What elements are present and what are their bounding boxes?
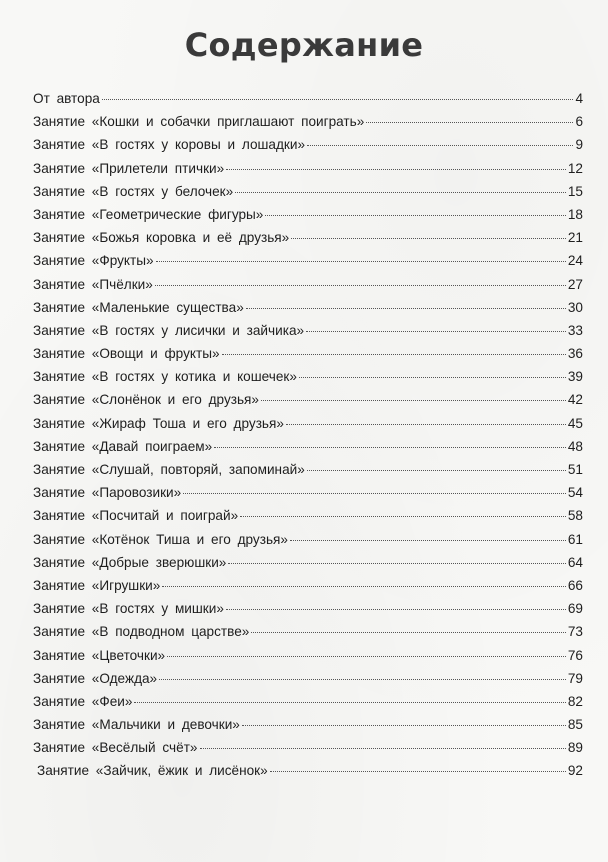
toc-entry[interactable] bbox=[33, 319, 583, 342]
dot-leader bbox=[291, 238, 566, 239]
dot-leader bbox=[270, 771, 566, 772]
toc-entry-page-number: 36 bbox=[567, 346, 583, 362]
toc-entry-page-number: 64 bbox=[567, 554, 583, 570]
dot-leader bbox=[286, 424, 566, 425]
toc-entry-page-number: 12 bbox=[567, 160, 583, 176]
toc-entry[interactable] bbox=[33, 412, 583, 435]
toc-entry-title: Занятие «Весёлый счёт» bbox=[33, 740, 198, 756]
dot-leader bbox=[366, 122, 573, 123]
dot-leader bbox=[246, 308, 566, 309]
toc-entry[interactable] bbox=[33, 458, 583, 481]
toc-entry-title: Занятие «Пчёлки» bbox=[33, 276, 153, 292]
toc-entry-page-number: 58 bbox=[567, 508, 583, 524]
toc-entry[interactable] bbox=[33, 736, 583, 759]
toc-entry-page-number: 48 bbox=[567, 438, 583, 454]
toc-entry-page-number: 89 bbox=[567, 740, 583, 756]
toc-entry-page-number: 85 bbox=[567, 717, 583, 733]
dot-leader bbox=[156, 261, 566, 262]
toc-entry-title: Занятие «В гостях у лисички и зайчика» bbox=[33, 322, 305, 338]
dot-leader bbox=[159, 679, 566, 680]
toc-entry[interactable] bbox=[33, 574, 583, 597]
toc-entry-title: Занятие «Фрукты» bbox=[33, 253, 154, 269]
toc-entry-title: Занятие «В подводном царстве» bbox=[33, 624, 250, 640]
toc-entry[interactable] bbox=[33, 226, 583, 249]
dot-leader bbox=[307, 145, 573, 146]
toc-entry[interactable] bbox=[33, 481, 583, 504]
toc-entry-title: Занятие «В гостях у коровы и лошадки» bbox=[33, 137, 306, 153]
toc-entry[interactable] bbox=[33, 388, 583, 411]
dot-leader bbox=[134, 702, 565, 703]
dot-leader bbox=[162, 586, 566, 587]
toc-entry-title: Занятие «Слушай, повторяй, запоминай» bbox=[33, 462, 305, 477]
toc-entry[interactable] bbox=[33, 365, 583, 388]
toc-entry-page-number: 42 bbox=[567, 392, 583, 408]
dot-leader bbox=[183, 493, 566, 494]
toc-entry-title: Занятие «Прилетели птички» bbox=[33, 160, 225, 176]
toc-entry[interactable] bbox=[33, 157, 583, 180]
dot-leader bbox=[235, 192, 566, 193]
dot-leader bbox=[306, 331, 566, 332]
toc-entry[interactable] bbox=[33, 713, 583, 736]
toc-entry-page-number: 33 bbox=[567, 322, 583, 338]
dot-leader bbox=[265, 215, 566, 216]
toc-entry[interactable] bbox=[33, 110, 583, 133]
toc-entry-title: Занятие «Геометрические фигуры» bbox=[33, 206, 264, 222]
toc-entry-title: Занятие «Божья коровка и её друзья» bbox=[33, 230, 290, 246]
toc-entry-title: Занятие «В гостях у белочек» bbox=[33, 183, 234, 199]
dot-leader bbox=[226, 169, 566, 170]
dot-leader bbox=[228, 563, 566, 564]
dot-leader bbox=[167, 656, 566, 657]
toc-entry[interactable] bbox=[33, 551, 583, 574]
dot-leader bbox=[102, 99, 574, 100]
dot-leader bbox=[200, 748, 566, 749]
toc-entry-page-number: 24 bbox=[567, 253, 583, 269]
toc-entry-title: Занятие «Паровозики» bbox=[33, 485, 182, 501]
dot-leader bbox=[299, 377, 566, 378]
toc-entry-title: Занятие «Овощи и фрукты» bbox=[33, 346, 220, 362]
toc-entry-title: От автора bbox=[33, 91, 100, 106]
toc-entry-page-number: 79 bbox=[567, 670, 583, 686]
toc-entry-title: Занятие «В гостях у мишки» bbox=[33, 601, 224, 617]
toc-entry-page-number: 61 bbox=[567, 531, 583, 547]
toc-entry-page-number: 82 bbox=[567, 693, 583, 709]
toc-entry-page-number: 73 bbox=[567, 624, 583, 640]
toc-entry[interactable] bbox=[33, 690, 583, 713]
toc-entry-page-number: 66 bbox=[567, 577, 583, 593]
dot-leader bbox=[226, 609, 566, 610]
toc-entry-title: Занятие «Цветочки» bbox=[33, 647, 166, 663]
toc-entry-title: Занятие «Кошки и собачки приглашают поиграть» bbox=[33, 114, 365, 130]
toc-entry[interactable] bbox=[33, 528, 583, 551]
toc-entry-title: Занятие «Одежда» bbox=[33, 670, 158, 686]
dot-leader bbox=[222, 354, 566, 355]
toc-entry-page-number: 21 bbox=[567, 230, 583, 246]
toc-entry-page-number: 92 bbox=[567, 763, 583, 779]
toc-entry[interactable] bbox=[33, 87, 583, 110]
toc-entry-title: Занятие «Посчитай и поиграй» bbox=[33, 508, 239, 524]
toc-entry-page-number: 30 bbox=[567, 299, 583, 315]
toc-entry-title: Занятие «Слонёнок и его друзья» bbox=[33, 392, 259, 408]
toc-entry[interactable] bbox=[33, 296, 583, 319]
toc-entry-title: Занятие «Мальчики и девочки» bbox=[33, 717, 240, 733]
dot-leader bbox=[261, 400, 566, 401]
dot-leader bbox=[242, 725, 566, 726]
toc-entry-page-number: 51 bbox=[567, 462, 583, 477]
page-title: Содержание bbox=[184, 26, 424, 64]
dot-leader bbox=[290, 540, 566, 541]
toc-entry[interactable] bbox=[33, 667, 583, 690]
toc-entry[interactable] bbox=[33, 249, 583, 272]
toc-entry-page-number: 45 bbox=[567, 415, 583, 431]
toc-entry-page-number: 4 bbox=[575, 91, 583, 106]
dot-leader bbox=[251, 632, 566, 633]
toc-entry-page-number: 18 bbox=[567, 206, 583, 222]
toc-entry-title: Занятие «Феи» bbox=[33, 693, 133, 709]
toc-entry[interactable] bbox=[33, 203, 583, 226]
toc-entry[interactable] bbox=[33, 597, 583, 620]
toc-entry-page-number: 54 bbox=[567, 485, 583, 501]
toc-entry[interactable] bbox=[33, 273, 583, 296]
toc-entry-title: Занятие «Маленькие существа» bbox=[33, 299, 244, 315]
toc-entry-page-number: 69 bbox=[567, 601, 583, 617]
toc-entry-title: Занятие «Игрушки» bbox=[33, 577, 161, 593]
toc-entry-page-number: 9 bbox=[575, 137, 583, 153]
dot-leader bbox=[240, 516, 566, 517]
toc-entry[interactable] bbox=[33, 342, 583, 365]
toc-entry[interactable] bbox=[33, 180, 583, 203]
toc-entry-page-number: 15 bbox=[567, 183, 583, 199]
toc-entry-title: Занятие «Зайчик, ёжик и лисёнок» bbox=[37, 763, 268, 779]
toc-entry-page-number: 39 bbox=[567, 369, 583, 385]
toc-entry[interactable] bbox=[33, 644, 583, 667]
toc-entry-title: Занятие «Жираф Тоша и его друзья» bbox=[33, 415, 284, 431]
table-of-contents bbox=[33, 87, 583, 783]
toc-entry-title: Занятие «В гостях у котика и кошечек» bbox=[33, 369, 297, 385]
toc-entry-page-number: 27 bbox=[567, 276, 583, 292]
toc-entry-title: Занятие «Добрые зверюшки» bbox=[33, 554, 227, 570]
toc-entry[interactable] bbox=[33, 620, 583, 643]
toc-entry-title: Занятие «Котёнок Тиша и его друзья» bbox=[33, 531, 288, 547]
toc-entry-page-number: 76 bbox=[567, 647, 583, 663]
dot-leader bbox=[214, 447, 566, 448]
dot-leader bbox=[155, 285, 566, 286]
toc-entry-page-number: 6 bbox=[575, 114, 583, 130]
toc-entry[interactable] bbox=[33, 759, 583, 782]
toc-entry-title: Занятие «Давай поиграем» bbox=[33, 438, 213, 454]
toc-entry[interactable] bbox=[33, 504, 583, 527]
toc-entry[interactable] bbox=[33, 435, 583, 458]
toc-entry[interactable] bbox=[33, 133, 583, 156]
dot-leader bbox=[307, 470, 566, 471]
